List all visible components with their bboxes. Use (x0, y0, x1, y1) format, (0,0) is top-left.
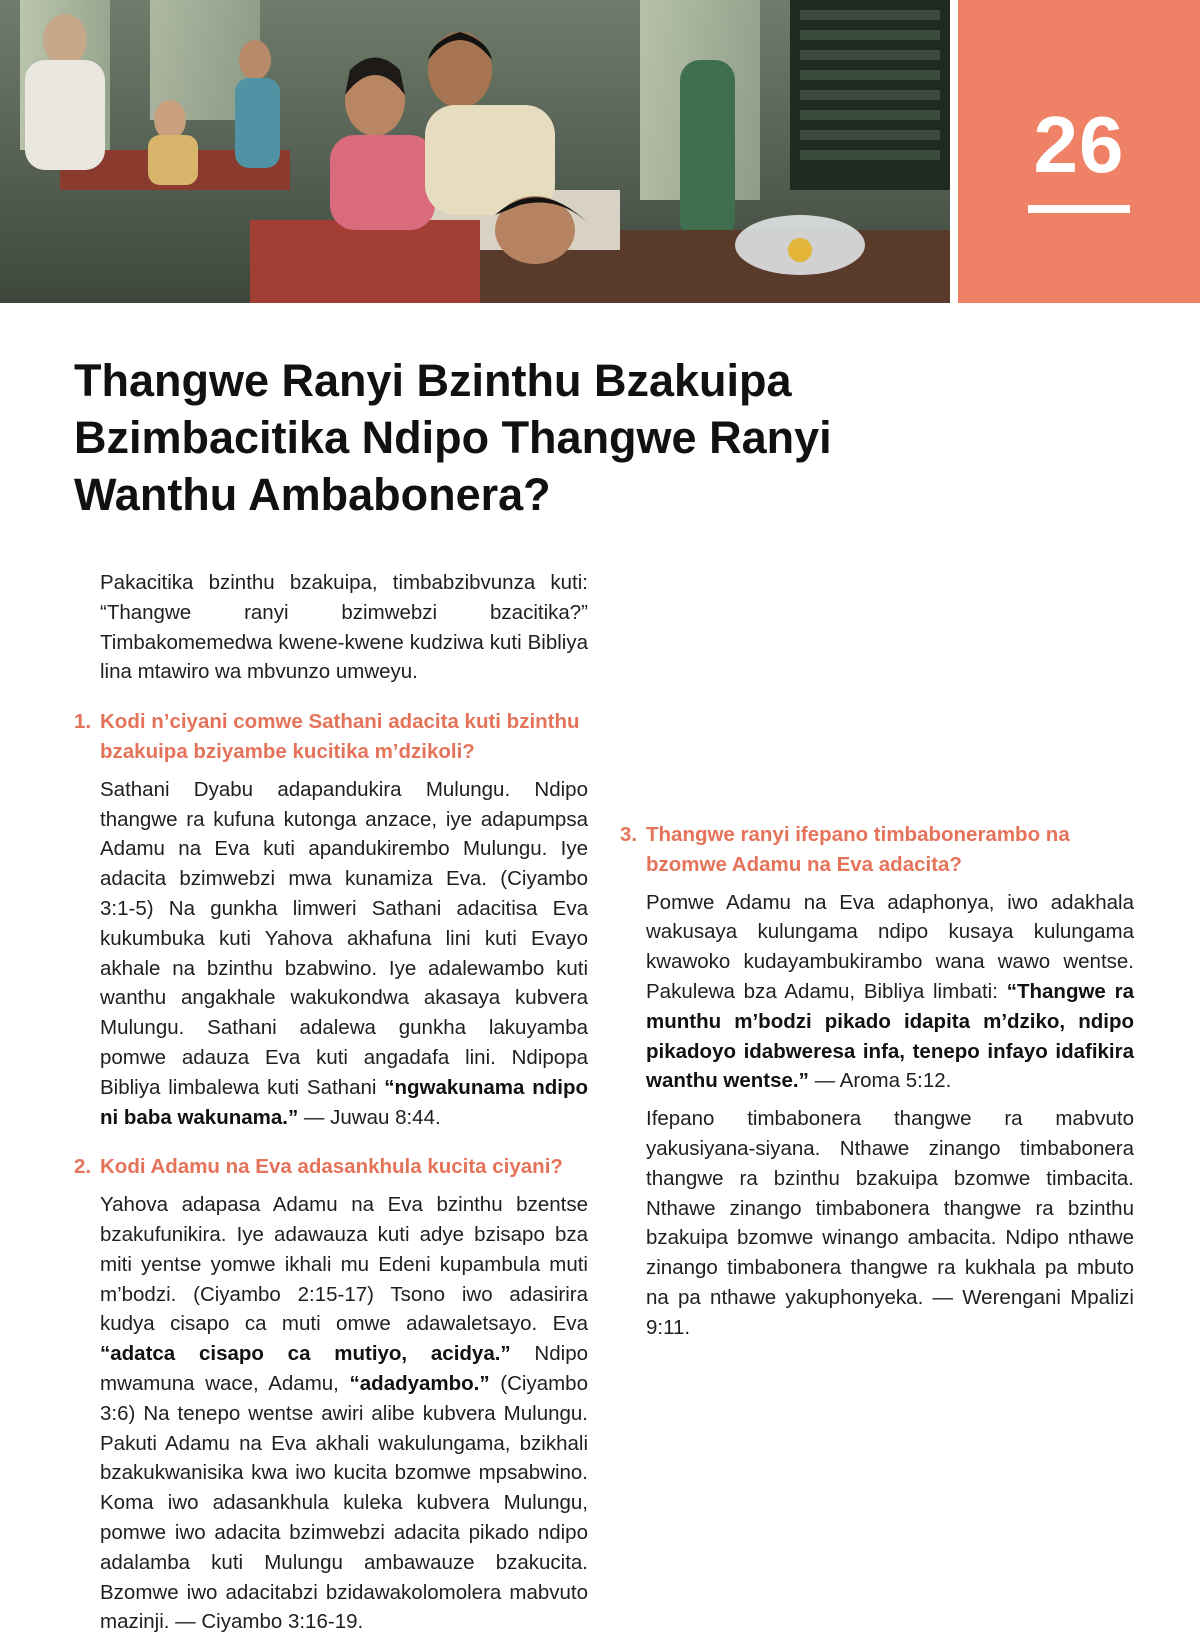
answer-3-paragraph-1 (620, 888, 1134, 1097)
answer-1-quote: “ngwakunama ndipo ni baba wakunama.” (100, 1075, 588, 1129)
lesson-number-badge (958, 0, 1200, 303)
question-2-text: Kodi Adamu na Eva adasankhula kucita ciyani? (100, 1155, 563, 1179)
lesson-number: 26 (1033, 100, 1125, 189)
answer-2-paragraph (74, 1190, 588, 1637)
answer-2-quote-b: “adatca cisapo ca mutiyo, acidya.” (100, 1342, 511, 1366)
answer-2-text-e: (Ciyambo 3:6) Na tenepo wentse awiri alibe kubvera Mulungu. Pakuti Adamu na Eva akhali wakulungama, bzikhali bzakukwanisika kwa iwo kucita bzomwe mpsabwino. Koma iwo adasankhula kuleka kubvera Mulungu, pomwe iwo adacita bzimwebzi adacita pikado ndipo adalamba kuti Mulungu ambawauze bzakucita. Bzomwe iwo adacitabzi bzidawakolomolera mabvuto mazinji. — Ciyambo 3:16-19. (100, 1371, 588, 1634)
answer-3-paragraph-2: Ifepano timbabonera thangwe ra mabvuto yakusiyana-siyana. Nthawe zinango timbabonera thangwe ra bzinthu bzakuipa bzomwe timbacita. Nthawe zinango timbabonera thangwe ra bzinthu bzakuipa bzomwe winango ambacita. Ndipo nthawe zinango timbabonera thangwe ra kukhala pa mbuto na pa nthawe yakuphonyeka. — Werengani Mpalizi 9:11. (646, 1107, 1134, 1339)
question-1-number: 1. (74, 710, 92, 734)
question-2-number: 2. (74, 1155, 92, 1179)
answer-1-paragraph (74, 775, 588, 1133)
badge-underline (1028, 205, 1130, 213)
answer-1-reference: — Juwau 8:44. (298, 1105, 441, 1129)
question-1-text: Kodi n’ciyani comwe Sathani adacita kuti bzinthu bzakuipa bziyambe kucitika m’dzikoli? (100, 710, 580, 763)
question-3-text: Thangwe ranyi ifepano timbabonerambo na bzomwe Adamu na Eva adacita? (646, 823, 1070, 876)
hospital-scene-illustration (0, 0, 950, 303)
right-column (620, 568, 1134, 1351)
answer-2-text-a: Yahova adapasa Adamu na Eva bzinthu bzentse bzakufunikira. Iye adawauza kuti adye bzisapo bza miti yentse yomwe ikhali mu Edeni kupambula muti m’bodzi. (Ciyambo 2:15-17) Tsono iwo adasirira kudya cisapo ca muti omwe adawaletsayo. Eva (100, 1193, 588, 1336)
answer-3-quote: “Thangwe ra munthu m’bodzi pikado idapita m’dziko, ndipo pikadoyo idabweresa infa, tenepo infayo idafikira wanthu wentse.” (646, 979, 1134, 1093)
page-title: Thangwe Ranyi Bzinthu Bzakuipa Bzimbacitika Ndipo Thangwe Ranyi Wanthu Ambabonera? (74, 355, 832, 520)
intro-paragraph: Pakacitika bzinthu bzakuipa, timbabzibvunza kuti: “Thangwe ranyi bzimwebzi bzacitika?” Timbakomemedwa kwene-kwene kudziwa kuti Bibliya lina mtawiro wa mbvunzo umweyu. (100, 571, 588, 684)
question-2 (74, 1152, 588, 1182)
left-column (74, 568, 588, 1645)
answer-1-text: Sathani Dyabu adapandukira Mulungu. Ndipo thangwe ra kufuna kutonga anzace, iye adapumpsa Adamu na Eva kuti apandukirembo Mulungu. Iye adacita bzimwebzi mwa kunamiza Eva. (Ciyambo 3:1-5) Na gunkha limweri Sathani adacitisa Eva kukumbuka kuti Yahova akhafuna lini kuti Evayo akhale na bzinthu bzabwino. Iye adalewambo kuti wanthu angakhale wakukondwa akasaya kubvera Mulungu. Sathani adalewa gunkha lakuyamba pomwe adauza Eva kuti angadafa lini. Ndipopa Bibliya limbalewa kuti Sathani (100, 777, 588, 1099)
answer-3-reference: — Aroma 5:12. (808, 1069, 952, 1093)
answer-2-quote-d: “adadyambo.” (349, 1371, 490, 1395)
answer-3-text: Pomwe Adamu na Eva adaphonya, iwo adakhala wakusaya kulungama ndipo kusaya kulungama kwawoko kudayambukirambo wana wawo wentse. Pakulewa bza Adamu, Bibliya limbati: (646, 890, 1134, 1003)
question-1 (74, 707, 588, 767)
question-3-number: 3. (620, 823, 638, 846)
question-3 (620, 820, 1134, 880)
hero-photo (0, 0, 950, 303)
answer-2-text-c: Ndipo mwamuna wace, Adamu, (100, 1342, 588, 1395)
